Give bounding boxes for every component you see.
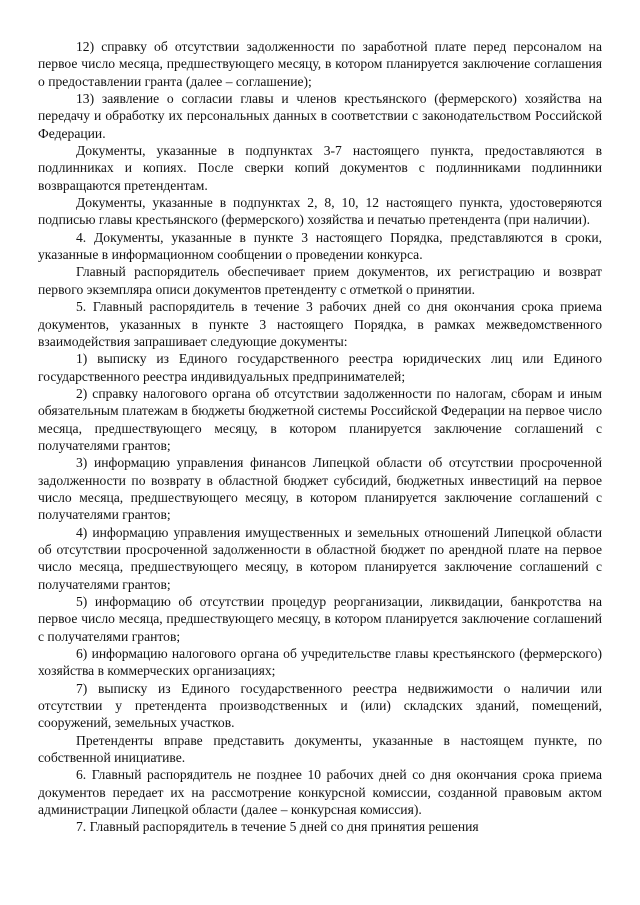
- paragraph-registration: Главный распорядитель обеспечивает прием документов, их регистрацию и возврат первого экземпляра описи документов претенденту с отметкой о принятии.: [38, 264, 602, 297]
- paragraph-item-13: 13) заявление о согласии главы и членов крестьянского (фермерского) хозяйства на передачу и обработку их персональных данных в соответствии с законодательством Российской Федерации.: [38, 91, 602, 141]
- paragraph-own-initiative: Претенденты вправе представить документы, указанные в настоящем пункте, по собственной инициативе.: [38, 732, 602, 766]
- paragraph-point-5: 5. Главный распорядитель в течение 3 рабочих дней со дня окончания срока приема документов, указанных в пункте 3 настоящего Порядка, в рамках межведомственного взаимодействия запрашивает следующие документы:: [38, 299, 602, 349]
- paragraph-point-7: 7. Главный распорядитель в течение 5 дней со дня принятия решения: [76, 819, 479, 835]
- document-page: [38, 38, 602, 836]
- paragraph-subitem-2: 2) справку налогового органа об отсутствии задолженности по налогам, сборам и иным обязательным платежам в бюджеты бюджетной системы Российской Федерации на первое число месяца, предшествующего месяцу, в котором планируется заключение соглашений с получателями грантов;: [38, 385, 602, 453]
- paragraph-point-4: 4. Документы, указанные в пункте 3 настоящего Порядка, представляются в сроки, указанные в информационном сообщении о проведении конкурса.: [38, 229, 602, 263]
- paragraph-subitem-1: 1) выписку из Единого государственного реестра юридических лиц или Единого государственного реестра индивидуальных предпринимателей;: [38, 351, 602, 384]
- paragraph-subitem-3: 3) информацию управления финансов Липецкой области об отсутствии просроченной задолженности по возврату в областной бюджет субсидий, бюджетных инвестиций на первое число месяца, предшествующего месяцу, в котором планируется заключение соглашений с получателями грантов;: [38, 455, 602, 523]
- paragraph-subitem-4: 4) информацию управления имущественных и земельных отношений Липецкой области об отсутствии просроченной задолженности в областной бюджет по арендной плате на первое число месяца, предшествующего месяцу, в котором планируется заключение соглашений с получателями грантов;: [38, 524, 602, 592]
- paragraph-item-12: 12) справку об отсутствии задолженности по заработной плате перед персоналом на первое число месяца, предшествующего месяцу, в котором планируется заключение соглашения о предоставлении гранта (далее – соглашение);: [38, 39, 602, 89]
- paragraph-subitem-7: 7) выписку из Единого государственного реестра недвижимости о наличии или отсутствии у претендента производственных и (или) складских зданий, помещений, сооружений, земельных участков.: [38, 680, 602, 731]
- paragraph-subitem-6: 6) информацию налогового органа об учредительстве главы крестьянского (фермерского) хозяйства в коммерческих организациях;: [38, 646, 602, 679]
- paragraph-copies-note: Документы, указанные в подпунктах 3-7 настоящего пункта, предоставляются в подлинниках и копиях. После сверки копий документов с подлинниками подлинники возвращаются претендентам.: [38, 143, 602, 193]
- paragraph-subitem-5: 5) информацию об отсутствии процедур реорганизации, ликвидации, банкротства на первое число месяца, предшествующего месяцу, в котором планируется заключение соглашений с получателями грантов;: [38, 594, 602, 644]
- paragraph-signature-note: Документы, указанные в подпунктах 2, 8, 10, 12 настоящего пункта, удостоверяются подписью главы крестьянского (фермерского) хозяйства и печатью претендента (при наличии).: [38, 195, 602, 228]
- paragraph-point-6: 6. Главный распорядитель не позднее 10 рабочих дней со дня окончания срока приема документов передает их на рассмотрение конкурсной комиссии, созданной правовым актом администрации Липецкой области (далее – конкурсная комиссия).: [38, 767, 602, 818]
